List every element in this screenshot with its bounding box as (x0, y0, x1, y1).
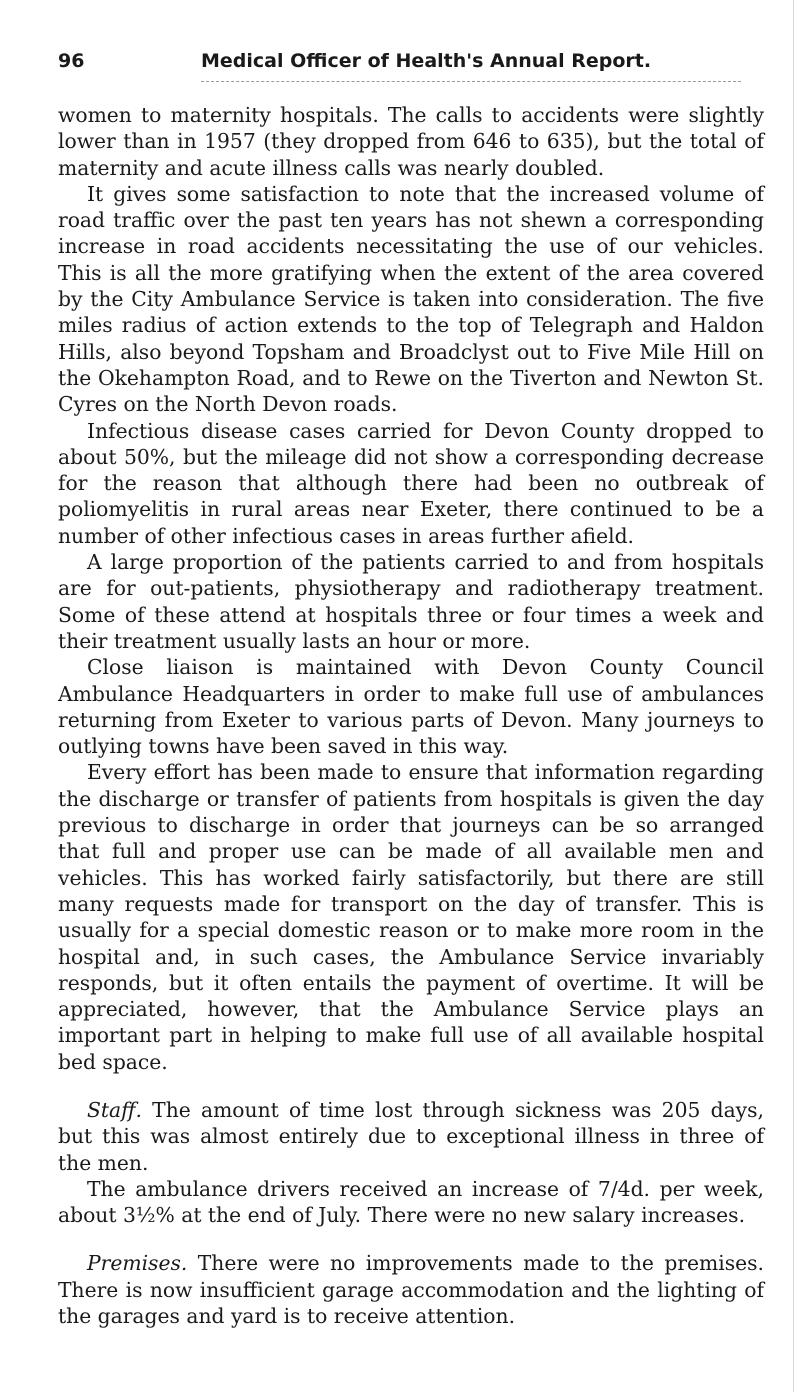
page-number: 96 (58, 50, 85, 72)
premises-text: There were no improvements made to the premises. There is now insufficient garage accommodation and the lighting of the garages and yard is to receive attention. (58, 1251, 764, 1329)
paragraph-continuation: women to maternity hospitals. The calls to accidents were slightly lower than in 1957 (they dropped from 646 to 635), but the total of maternity and acute illness calls was nearly doubled. (58, 103, 764, 180)
paragraph-staff (58, 1097, 764, 1176)
paragraph-out-patients: A large proportion of the patients carried to and from hospitals are for out-patients, physiotherapy and radiotherapy treatment. Some of these attend at hospitals three or four times a week and their treatment usually lasts an hour or more. (58, 550, 764, 653)
running-title: Medical Officer of Health's Annual Report. (201, 50, 652, 72)
paragraph-liaison: Close liaison is maintained with Devon County Council Ambulance Headquarters in order to make full use of ambulances returning from Exeter to various parts of Devon. Many journeys to outlying towns have been saved in this way. (58, 655, 764, 759)
premises-heading: Premises. (87, 1251, 188, 1276)
header-rule (201, 81, 741, 82)
paragraph-road-traffic: It gives some satisfaction to note that the increased volume of road traffic over the past ten years has not shewn a corresponding increase in road accidents necessitating the use of our vehicles. This is all the more gratifying when the extent of the area covered by the City Ambulance Service is taken into consideration. The five miles radius of action extends to the top of Telegraph and Haldon Hills, also beyond Topsham and Broadclyst out to Five Mile Hill on the Okehampton Road, and to Rewe on the Tiverton and Newton St. Cyres on the North Devon roads. (58, 181, 764, 417)
page-header (58, 50, 758, 84)
staff-heading: Staff. (87, 1097, 142, 1122)
paragraph-salary: The ambulance drivers received an increase of 7/4d. per week, about 3½% at the end of July. There were no new salary increases. (58, 1176, 764, 1228)
paragraph-premises (58, 1250, 764, 1329)
section-gap (58, 1075, 764, 1097)
paragraph-discharge: Every effort has been made to ensure that information regarding the discharge or transfer of patients from hospitals is given the day previous to discharge in order that journeys can be so arranged that full and proper use can be made of all available men and vehicles. This has worked fairly satisfactorily, but there are still many requests made for transport on the day of transfer. This is usually for a special domestic reason or to make more room in the hospital and, in such cases, the Ambulance Service invariably responds, but it often entails the payment of overtime. It will be appreciated, however, that the Ambulance Service plays an important part in helping to make full use of all available hospital bed space. (58, 760, 764, 1074)
page-edge-shadow (793, 0, 794, 1392)
body-text (58, 102, 764, 1329)
staff-text: The amount of time lost through sickness was 205 days, but this was almost entirely due to exceptional illness in three of the men. (58, 1097, 764, 1175)
section-gap (58, 1228, 764, 1250)
paragraph-infectious-disease: Infectious disease cases carried for Devon County dropped to about 50%, but the mileage did not show a corresponding decrease for the reason that although there had been no outbreak of poliomyelitis in rural areas near Exeter, there continued to be a number of other infectious cases in areas further afield. (58, 418, 764, 548)
